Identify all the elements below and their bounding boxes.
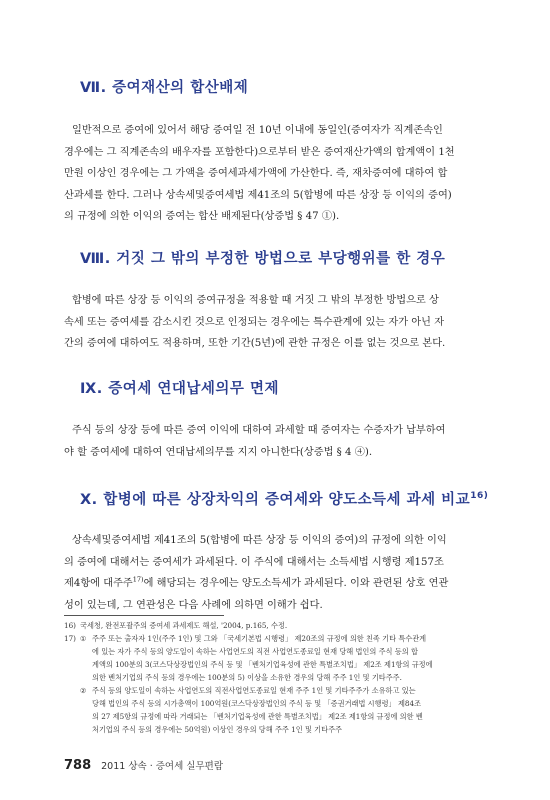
page-footer bbox=[64, 758, 223, 773]
footnote-line: 의한 벤처기업의 주식 등의 경우에는 100분의 5) 이상을 소유한 경우의 당해 주주 1인 및 기타주주. bbox=[92, 673, 402, 682]
section-body-9 bbox=[64, 420, 484, 463]
footnote-ref-17: 17) bbox=[132, 575, 144, 584]
footnote-number: 17) bbox=[64, 634, 76, 643]
text-line: 산과세를 한다. 그러나 상속세및증여세법 제41조의 5(합병에 따른 상장 등 이익의 증여) bbox=[64, 189, 452, 201]
footnote-line: 에 있는 자가 주식 등의 양도일이 속하는 사업연도의 직전 사업연도종료일 현재 당해 법인의 주식 등의 합 bbox=[92, 647, 418, 656]
footnote-line: 당해 법인의 주식 등의 시가총액이 100억원(코스닥상장법인의 주식 등 및 「증권거래법 시행령」 제84조 bbox=[92, 699, 422, 708]
text-line: 의 규정에 의한 이익의 증여는 합산 배제된다(상증법 § 47 ①). bbox=[64, 211, 340, 222]
footnote-text: 국세청, 완전포괄주의 증여세 과세제도 해설, '2004, p.165, 수정. bbox=[80, 621, 288, 630]
footnote-item-2 bbox=[80, 684, 484, 736]
text-line: 상속세및증여세법 제41조의 5(합병에 따른 상장 등 이익의 증여)의 규정에 의한 이익 bbox=[72, 535, 447, 546]
text-line: 경우에는 그 직계존속의 배우자를 포함한다)으로부터 받은 증여재산가액의 합계액이 1천 bbox=[64, 146, 455, 158]
footnote-line: 계액의 100분의 3(코스닥상장법인의 주식 등 및 「벤처기업육성에 관한 특별조치법」 제2조 제1항의 규정에 bbox=[92, 660, 433, 669]
section-heading-10-text: Ⅹ. 합병에 따른 상장차익의 증여세와 양도소득세 과세 비교 bbox=[80, 492, 471, 508]
text-fragment: 에 해당되는 경우에는 양도소득세가 과세된다. 이와 관련된 상호 연관 bbox=[143, 578, 449, 589]
section-body-8 bbox=[64, 290, 484, 355]
text-fragment: 제4항에 대주주 bbox=[64, 578, 133, 589]
section-heading-8: Ⅷ. 거짓 그 밖의 부정한 방법으로 부당행위를 한 경우 bbox=[80, 251, 446, 267]
section-heading-10 bbox=[80, 488, 488, 509]
footnote-ref-16: 16) bbox=[470, 491, 489, 502]
text-line: 만원 이상인 경우에는 그 가액을 증여세과세가액에 가산한다. 즉, 재차증여에 대하여 합 bbox=[64, 168, 448, 179]
item-mark: ① bbox=[80, 634, 87, 643]
footnote-17 bbox=[64, 632, 484, 736]
text-line: 간의 증여에 대하여도 적용하며, 또한 기간(5년)에 관한 규정은 이를 없는 것으로 본다. bbox=[64, 338, 446, 349]
section-heading-9: Ⅸ. 증여세 연대납세의무 면제 bbox=[80, 381, 279, 397]
section-body-7 bbox=[64, 120, 484, 228]
footnote-line: 주주 또는 출자자 1인(주주 1인) 및 그와 「국세기본법 시행령」 제20조의 규정에 의한 친족 기타 특수관계 bbox=[92, 634, 427, 643]
text-line: 성이 있는데, 그 연관성은 다음 사례에 의하면 이해가 쉽다. bbox=[64, 599, 323, 611]
text-line bbox=[64, 573, 484, 595]
footnote-item-1 bbox=[80, 632, 484, 684]
text-line: 일반적으로 증여에 있어서 해당 증여일 전 10년 이내에 동일인(증여자가 직계존속인 bbox=[72, 125, 443, 136]
footnote-16 bbox=[64, 619, 484, 632]
text-line: 의 증여에 대해서는 증여세가 과세된다. 이 주식에 대해서는 소득세법 시행령 제157조 bbox=[64, 556, 444, 568]
text-line: 야 할 증여세에 대하여 연대납세의무를 지지 아니한다(상증법 § 4 ④). bbox=[64, 446, 373, 458]
item-mark: ② bbox=[80, 686, 87, 695]
footnote-body bbox=[80, 632, 484, 736]
section-body-10 bbox=[64, 530, 484, 616]
footnote-line: 주식 등의 양도일이 속하는 사업연도의 직전사업연도종료일 현재 주주 1인 및 기타주주가 소유하고 있는 bbox=[92, 686, 416, 695]
footnote-divider bbox=[64, 615, 224, 616]
text-line: 합병에 따른 상장 등 이익의 증여규정을 적용할 때 거짓 그 밖의 부정한 방법으로 상 bbox=[72, 295, 439, 306]
footnote-line: 의 27 제5항의 규정에 따라 거래되는 「벤처기업육성에 관한 특별조치법」 제2조 제1항의 규정에 의한 벤 bbox=[92, 712, 423, 721]
book-title: 2011 상속 · 증여세 실무편람 bbox=[101, 761, 224, 772]
text-line: 주식 등의 상장 등에 따른 증여 이익에 대하여 과세할 때 증여자는 수증자가 납부하여 bbox=[72, 425, 446, 436]
text-line: 속세 또는 증여세를 감소시킨 것으로 인정되는 경우에는 특수관계에 있는 자가 아닌 자 bbox=[64, 316, 445, 328]
footnotes bbox=[64, 619, 484, 736]
footnote-line: 처기업의 주식 등의 경우에는 50억원) 이상인 경우의 당해 주주 1인 및 기타주주 bbox=[92, 725, 342, 734]
footnote-number: 16) bbox=[64, 621, 76, 630]
page-number: 788 bbox=[64, 758, 92, 773]
section-heading-7: Ⅶ. 증여재산의 합산배제 bbox=[80, 80, 249, 96]
